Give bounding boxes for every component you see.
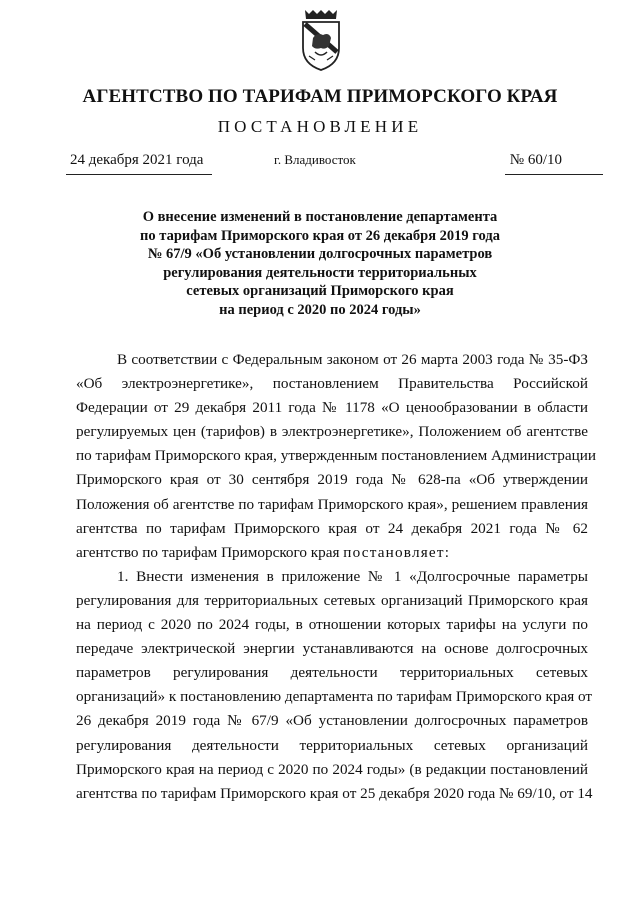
paragraph-line: агентства по тарифам Приморского края от 24 декабря 2021 года № 62 <box>76 519 588 537</box>
title-line: на период с 2020 по 2024 годы» <box>219 301 421 318</box>
paragraph-line: Приморского края от 30 сентября 2019 года № 628-па «Об утверждении <box>76 471 588 489</box>
paragraph-line: организаций» к постановлению департамента по тарифам Приморского края от <box>76 688 593 706</box>
title-line: № 67/9 «Об установлении долгосрочных параметров <box>147 246 493 263</box>
coat-of-arms-emblem <box>299 8 343 72</box>
paragraph-line: 1. Внести изменения в приложение № 1 «Долгосрочные параметры <box>117 567 588 585</box>
title-line: регулирования деятельности территориальных <box>163 264 477 281</box>
paragraph-line: регулирования деятельности территориальных сетевых организаций <box>76 736 588 754</box>
title-line: О внесение изменений в постановление департамента <box>142 209 498 225</box>
paragraph-line: Федерации от 29 декабря 2011 года № 1178 «О ценообразовании в области <box>76 399 588 417</box>
paragraph-line: по тарифам Приморского края, утвержденным постановлением Администрации <box>76 447 597 465</box>
paragraph-line: В соответствии с Федеральным законом от 26 марта 2003 года № 35-ФЗ <box>117 351 588 368</box>
paragraph-line <box>76 541 588 565</box>
paragraph-line: «Об электроэнергетике», постановлением Правительства Российской <box>76 375 588 393</box>
paragraph-line: параметров регулирования деятельности территориальных сетевых <box>76 664 588 682</box>
date-underline <box>66 174 212 175</box>
document-body <box>76 348 597 806</box>
document-title <box>120 208 520 320</box>
title-line: сетевых организаций Приморского края <box>186 283 454 300</box>
paragraph-line: Приморского края на период с 2020 по 2024 годы» (в редакции постановлений <box>76 760 588 778</box>
document-date: 24 декабря 2021 года <box>70 152 204 168</box>
document-city: г. Владивосток <box>274 152 356 167</box>
title-line: по тарифам Приморского края от 26 декабря 2019 года <box>140 227 500 244</box>
paragraph-line: регулирования для территориальных сетевых организаций Приморского края <box>76 591 588 609</box>
paragraph-line: на период с 2020 по 2024 годы, в отношении которых тарифы на услуги по <box>76 616 588 634</box>
paragraph-line: передаче электрической энергии устанавливаются на основе долгосрочных <box>76 640 588 658</box>
document-number: № 60/10 <box>509 152 562 168</box>
resolves-word: постановляет: <box>343 543 451 561</box>
resolution-subject: агентство по тарифам Приморского края <box>76 543 340 561</box>
paragraph-line: Положения об агентстве по тарифам Приморского края», решением правления <box>76 495 588 513</box>
paragraph-line: регулируемых цен (тарифов) в электроэнергетике», Положением об агентстве <box>76 423 588 441</box>
paragraph-line: агентства по тарифам Приморского края от 25 декабря 2020 года № 69/10, от 14 <box>76 784 593 802</box>
paragraph-line: 26 декабря 2019 года № 67/9 «Об установлении долгосрочных параметров <box>76 712 588 730</box>
agency-name: АГЕНТСТВО ПО ТАРИФАМ ПРИМОРСКОГО КРАЯ <box>82 86 558 107</box>
document-type: ПОСТАНОВЛЕНИЕ <box>217 117 423 136</box>
number-underline <box>505 174 603 175</box>
